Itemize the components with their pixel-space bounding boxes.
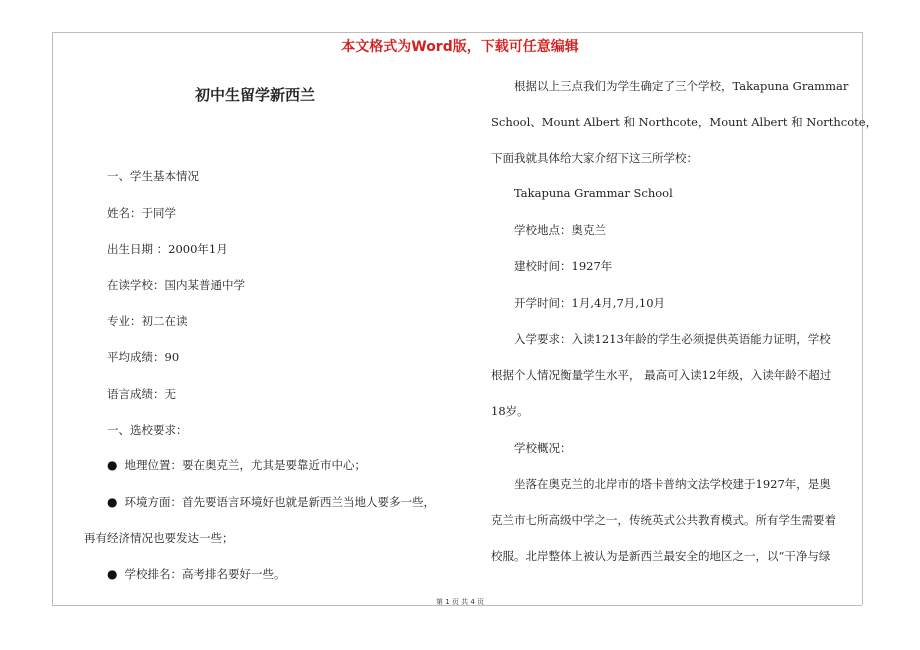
average-score: 平均成绩：90	[107, 350, 180, 364]
overview-line-1: 坐落在奥克兰的北岸市的塔卡普纳文法学校建于1927年，是奥	[514, 477, 831, 491]
admission-line-1: 入学要求：入读1213年龄的学生必须提供英语能力证明，学校	[514, 332, 831, 346]
current-school: 在读学校：国内某普通中学	[107, 278, 245, 292]
school-terms: 开学时间：1月,4月,7月,10月	[514, 296, 666, 310]
grade: 专业：初二在读	[107, 314, 188, 328]
page-border-top	[52, 32, 862, 33]
overview-heading: 学校概况：	[514, 441, 572, 455]
bullet-icon: ●	[107, 567, 118, 581]
admission-line-2: 根据个人情况衡量学生水平， 最高可入读12年级，入读年龄不超过	[491, 368, 832, 382]
page-number-footer: 第 1 页 共 4 页	[435, 598, 485, 606]
intro-line-2: School、Mount Albert 和 Northcote，Mount Albert 和 Northcote，	[491, 115, 878, 129]
requirement-text: 学校排名：高考排名要好一些。	[124, 567, 286, 581]
language-score: 语言成绩：无	[107, 387, 176, 401]
section-heading-basic-info: 一、学生基本情况	[107, 169, 199, 183]
requirement-environment-continued: 再有经济情况也要发达一些；	[84, 531, 234, 545]
requirement-text: 环境方面：首先要语言环境好也就是新西兰当地人要多一些，	[124, 495, 435, 509]
word-format-banner: 本文格式为Word版，下载可任意编辑	[341, 39, 579, 55]
bullet-icon: ●	[107, 458, 118, 472]
requirement-environment	[107, 494, 435, 510]
birth-date: 出生日期 ：2000年1月	[107, 242, 228, 256]
requirement-text: 地理位置：要在奥克兰，尤其是要靠近市中心；	[124, 458, 366, 472]
admission-line-3: 18岁。	[491, 404, 529, 418]
requirement-ranking	[107, 566, 285, 582]
school-founded: 建校时间：1927年	[514, 259, 613, 273]
document-title: 初中生留学新西兰	[194, 86, 315, 104]
intro-line-1: 根据以上三点我们为学生确定了三个学校，Takapuna Grammar	[514, 79, 849, 93]
overview-line-3: 校服。北岸整体上被认为是新西兰最安全的地区之一，以“干净与绿	[491, 549, 831, 563]
school-name: Takapuna Grammar School	[514, 186, 673, 200]
section-heading-school-requirements: 一、选校要求：	[107, 423, 188, 437]
bullet-icon: ●	[107, 495, 118, 509]
student-name: 姓名：于同学	[107, 206, 176, 220]
school-location: 学校地点：奥克兰	[514, 223, 606, 237]
requirement-location	[107, 457, 366, 473]
page-border-left	[52, 32, 53, 605]
overview-line-2: 克兰市七所高级中学之一，传统英式公共教育模式。所有学生需要着	[491, 513, 836, 527]
intro-line-3: 下面我就具体给大家介绍下这三所学校：	[491, 151, 698, 165]
